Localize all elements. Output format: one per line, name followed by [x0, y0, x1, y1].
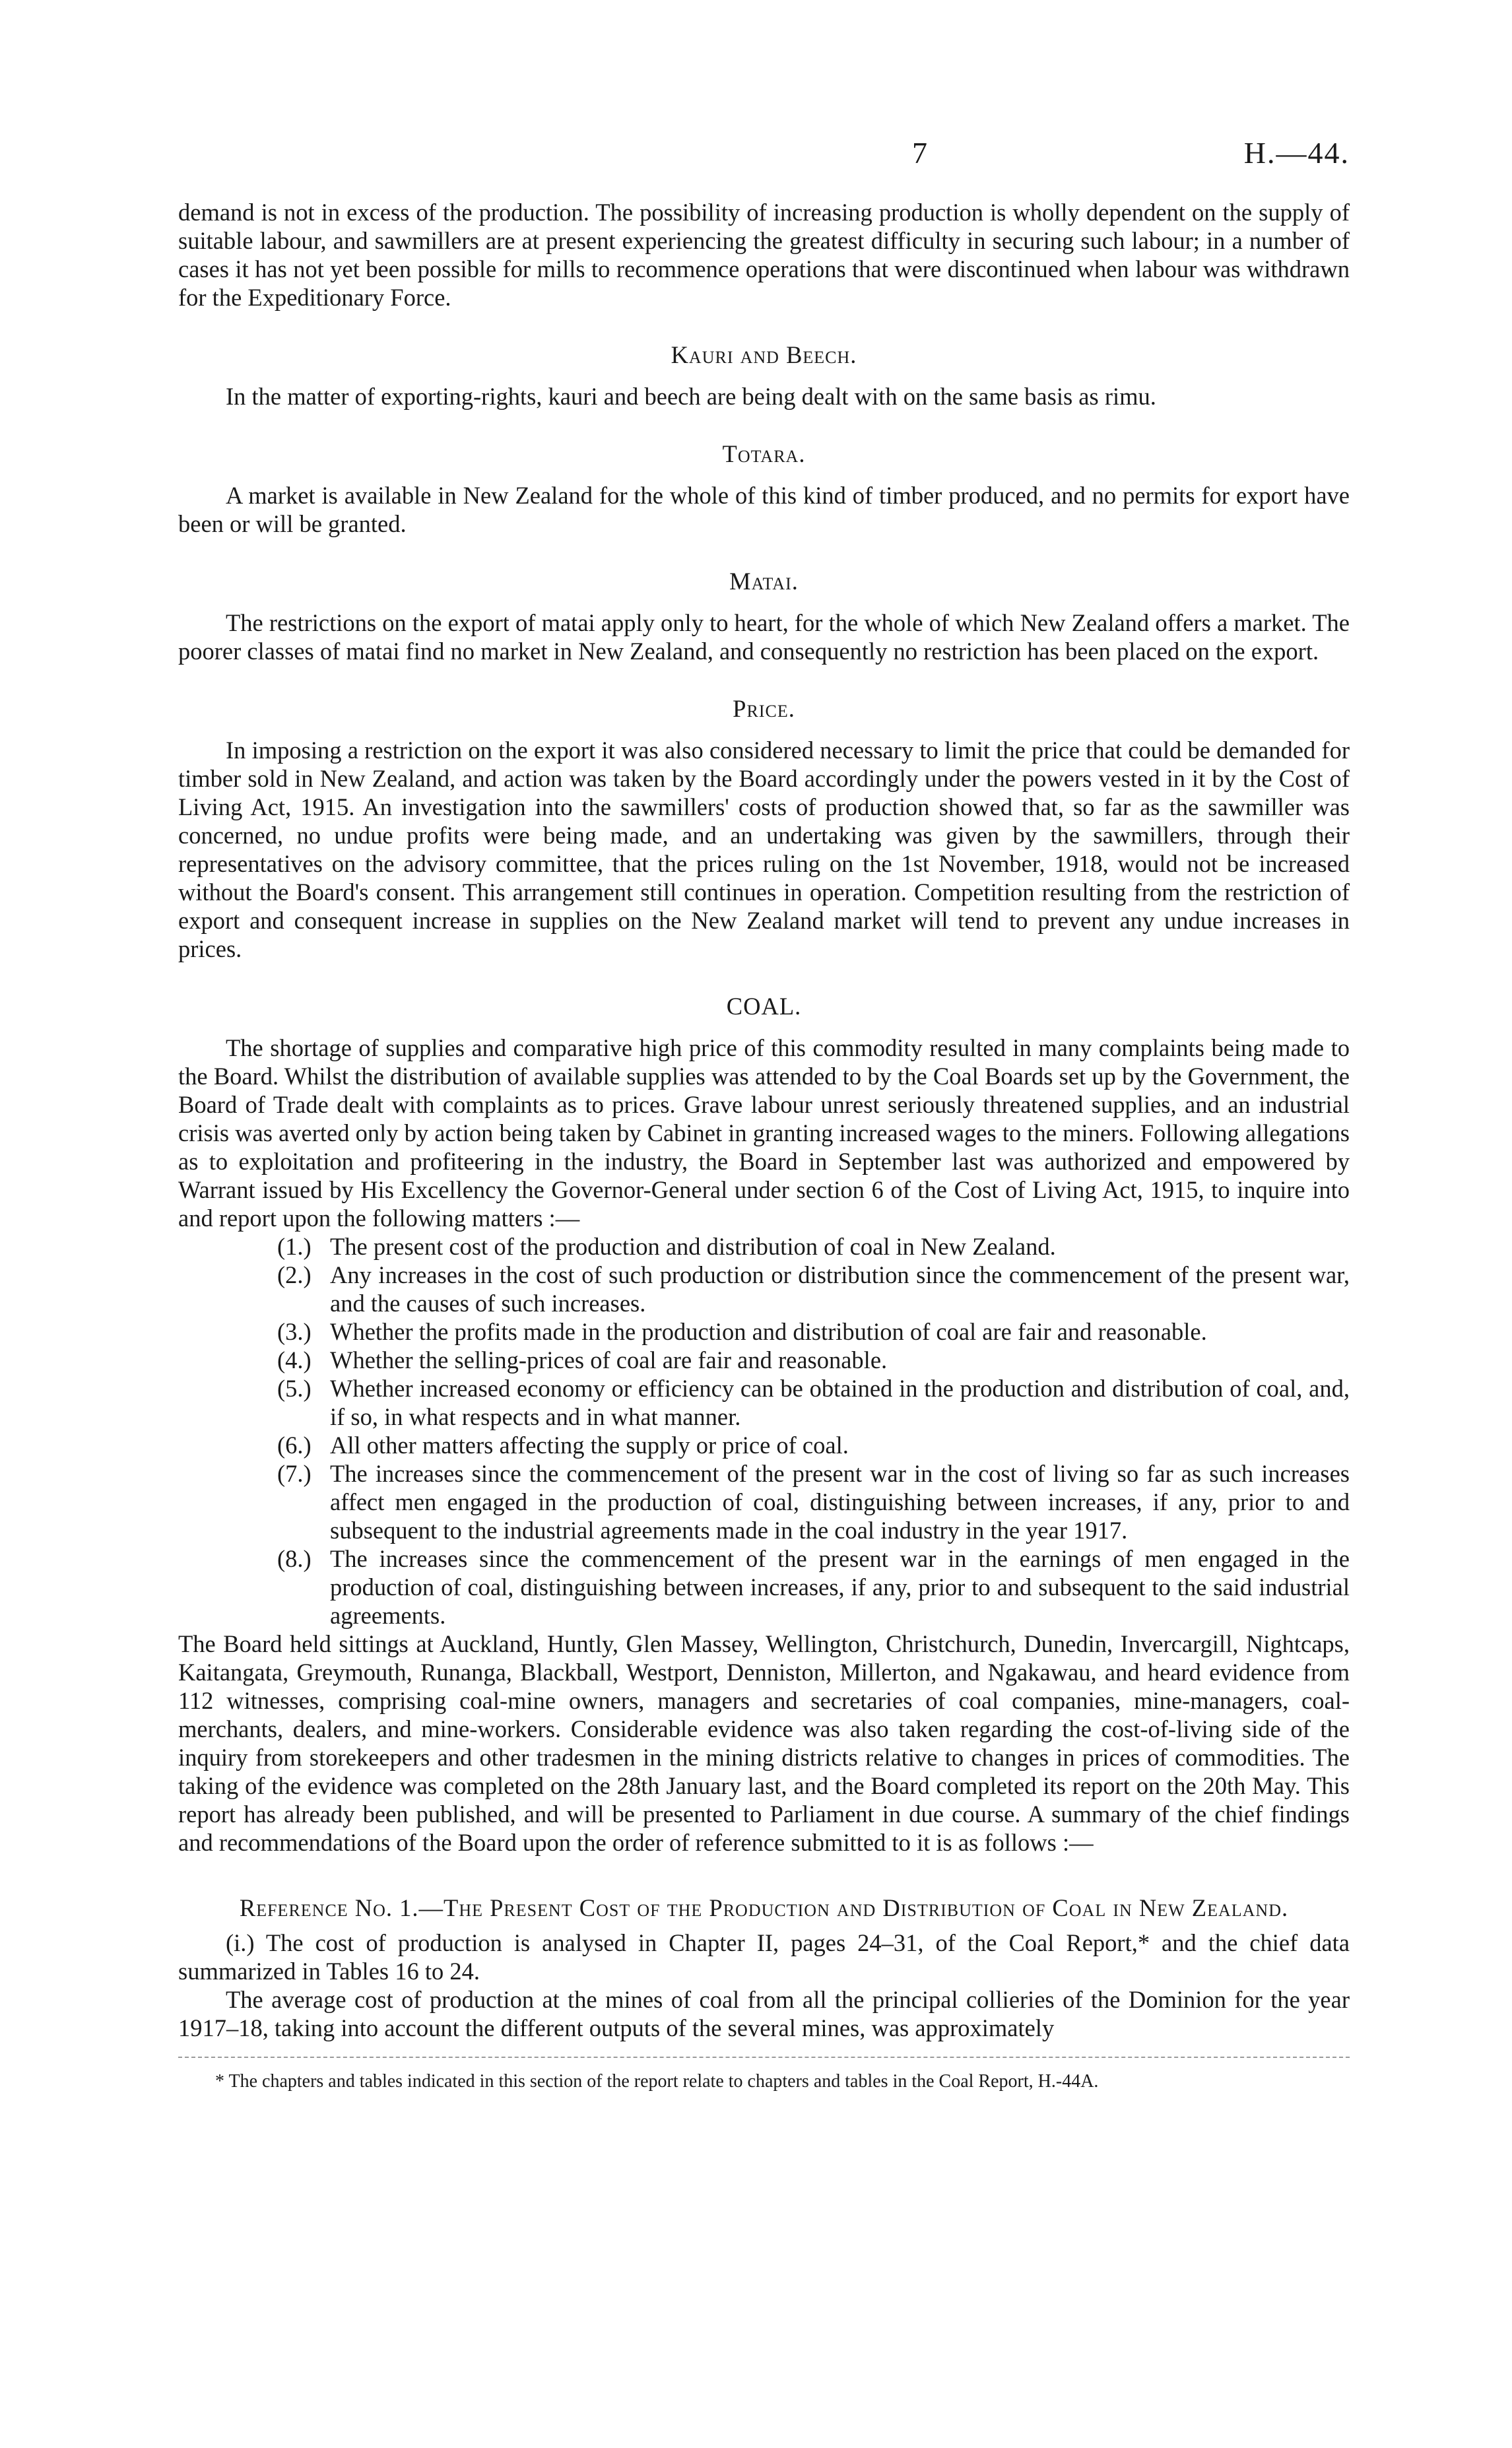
- footnote-divider: [178, 2057, 1350, 2058]
- section-heading-kauri: Kauri and Beech.: [671, 341, 857, 368]
- page-number: 7: [912, 136, 927, 170]
- list-item: [178, 1346, 1350, 1374]
- list-item: [178, 1374, 1350, 1431]
- list-item: [178, 1431, 1350, 1459]
- list-item-text: The increases since the commencement of the present war in the earnings of men engaged in the production of coal, distinguishing between increases, if any, prior to and subsequent to the said industrial agreements.: [330, 1545, 1350, 1629]
- list-item-number: (6.): [277, 1432, 312, 1459]
- section-heading-totara: Totara.: [722, 440, 806, 467]
- list-item-number: (3.): [277, 1318, 312, 1345]
- document-body: [178, 198, 1350, 2094]
- list-item-number: (1.): [277, 1233, 312, 1260]
- list-item-number: (2.): [277, 1261, 312, 1288]
- list-item-text: All other matters affecting the supply or price of coal.: [330, 1432, 849, 1459]
- paragraph-kauri: In the matter of exporting-rights, kauri and beech are being dealt with on the same basis as rimu.: [226, 383, 1156, 410]
- reference-heading-1: Reference No. 1.—The Present Cost of the Production and Distribution of Coal in New Zealand.: [239, 1894, 1289, 1921]
- list-item-number: (5.): [277, 1375, 312, 1402]
- list-item: [178, 1459, 1350, 1544]
- paragraph-matai: The restrictions on the export of matai apply only to heart, for the whole of which New Zealand offers a market. The poorer classes of matai find no market in New Zealand, and consequently no restriction has been placed on the export.: [178, 609, 1350, 665]
- list-item: [178, 1544, 1350, 1630]
- matters-list: [178, 1232, 1350, 1630]
- paragraph-ref1-i: (i.) The cost of production is analysed in Chapter II, pages 24–31, of the Coal Report,* and the chief data summarized in Tables 16 to 24.: [178, 1929, 1350, 1985]
- intro-paragraph: demand is not in excess of the production. The possibility of increasing production is wholly dependent on the supply of suitable labour, and sawmillers are at present experiencing the greatest difficulty in securing such labour; in a number of cases it has not yet been possible for mills to recommence operations that were discontinued when labour was withdrawn for the Expeditionary Force.: [178, 199, 1350, 311]
- list-item-text: Whether the profits made in the production and distribution of coal are fair and reasonable.: [330, 1318, 1207, 1345]
- list-item-text: Any increases in the cost of such production or distribution since the commencement of the present war, and the causes of such increases.: [330, 1261, 1350, 1317]
- page-header: [178, 135, 1350, 175]
- list-item: [178, 1232, 1350, 1261]
- section-heading-price: Price.: [733, 695, 795, 722]
- list-item-text: Whether the selling-prices of coal are fair and reasonable.: [330, 1346, 888, 1373]
- list-item: [178, 1317, 1350, 1346]
- list-item: [178, 1261, 1350, 1317]
- list-item-text: Whether increased economy or efficiency can be obtained in the production and distribution of coal, and, if so, in what respects and in what manner.: [330, 1375, 1350, 1430]
- document-reference: H.—44.: [1243, 136, 1350, 170]
- list-item-text: The present cost of the production and distribution of coal in New Zealand.: [330, 1233, 1056, 1260]
- list-item-number: (7.): [277, 1460, 312, 1487]
- list-item-text: The increases since the commencement of the present war in the cost of living so far as such increases affect men engaged in the production of coal, distinguishing between increases, if any, prior to and subsequent to the industrial agreements made in the coal industry in the year 1917.: [330, 1460, 1350, 1544]
- section-heading-coal: COAL.: [726, 993, 802, 1020]
- paragraph-coal: The shortage of supplies and comparative high price of this commodity resulted in many complaints being made to the Board. Whilst the distribution of available supplies was attended to by the Coal Boards set up by the Government, the Board of Trade dealt with complaints as to prices. Grave labour unrest seriously threatened supplies, and an industrial crisis was averted only by action being taken by Cabinet in granting increased wages to the miners. Following allegations as to exploitation and profiteering in the industry, the Board in September last was authorized and empowered by Warrant issued by His Excellency the Governor-General under section 6 of the Cost of Living Act, 1915, to inquire into and report upon the following matters :—: [178, 1034, 1350, 1232]
- list-item-number: (8.): [277, 1545, 312, 1572]
- paragraph-price: In imposing a restriction on the export it was also considered necessary to limit the price that could be demanded for timber sold in New Zealand, and action was taken by the Board accordingly under the powers vested in it by the Cost of Living Act, 1915. An investigation into the sawmillers' costs of production showed that, so far as the sawmiller was concerned, no undue profits were being made, and an undertaking was given by the sawmillers, through their representatives on the advisory committee, that the prices ruling on the 1st November, 1918, would not be increased without the Board's consent. This arrangement still continues in operation. Competition resulting from the restriction of export and consequent increase in supplies on the New Zealand market will tend to prevent any undue increases in prices.: [178, 737, 1350, 962]
- paragraph-ref1-average: The average cost of production at the mines of coal from all the principal collieries of the Dominion for the year 1917–18, taking into account the different outputs of the several mines, was approximately: [178, 1986, 1350, 2041]
- paragraph-sittings: The Board held sittings at Auckland, Huntly, Glen Massey, Wellington, Christchurch, Dunedin, Invercargill, Nightcaps, Kaitangata, Greymouth, Runanga, Blackball, Westport, Denniston, Millerton, and Ngakawau, and heard evidence from 112 witnesses, comprising coal-mine owners, managers and secretaries of coal companies, mine-managers, coal-merchants, dealers, and mine-workers. Considerable evidence was also taken regarding the cost-of-living side of the inquiry from storekeepers and other tradesmen in the mining districts relative to changes in prices of commodities. The taking of the evidence was completed on the 28th January last, and the Board completed its report on the 20th May. This report has already been published, and will be presented to Parliament in due course. A summary of the chief findings and recommendations of the Board upon the order of reference submitted to it is as follows :—: [178, 1630, 1350, 1856]
- footnote: * The chapters and tables indicated in this section of the report relate to chapters and tables in the Coal Report, H.-44A.: [215, 2071, 1099, 2092]
- section-heading-matai: Matai.: [729, 568, 799, 595]
- paragraph-totara: A market is available in New Zealand for the whole of this kind of timber produced, and no permits for export have been or will be granted.: [178, 482, 1350, 537]
- list-item-number: (4.): [277, 1346, 312, 1373]
